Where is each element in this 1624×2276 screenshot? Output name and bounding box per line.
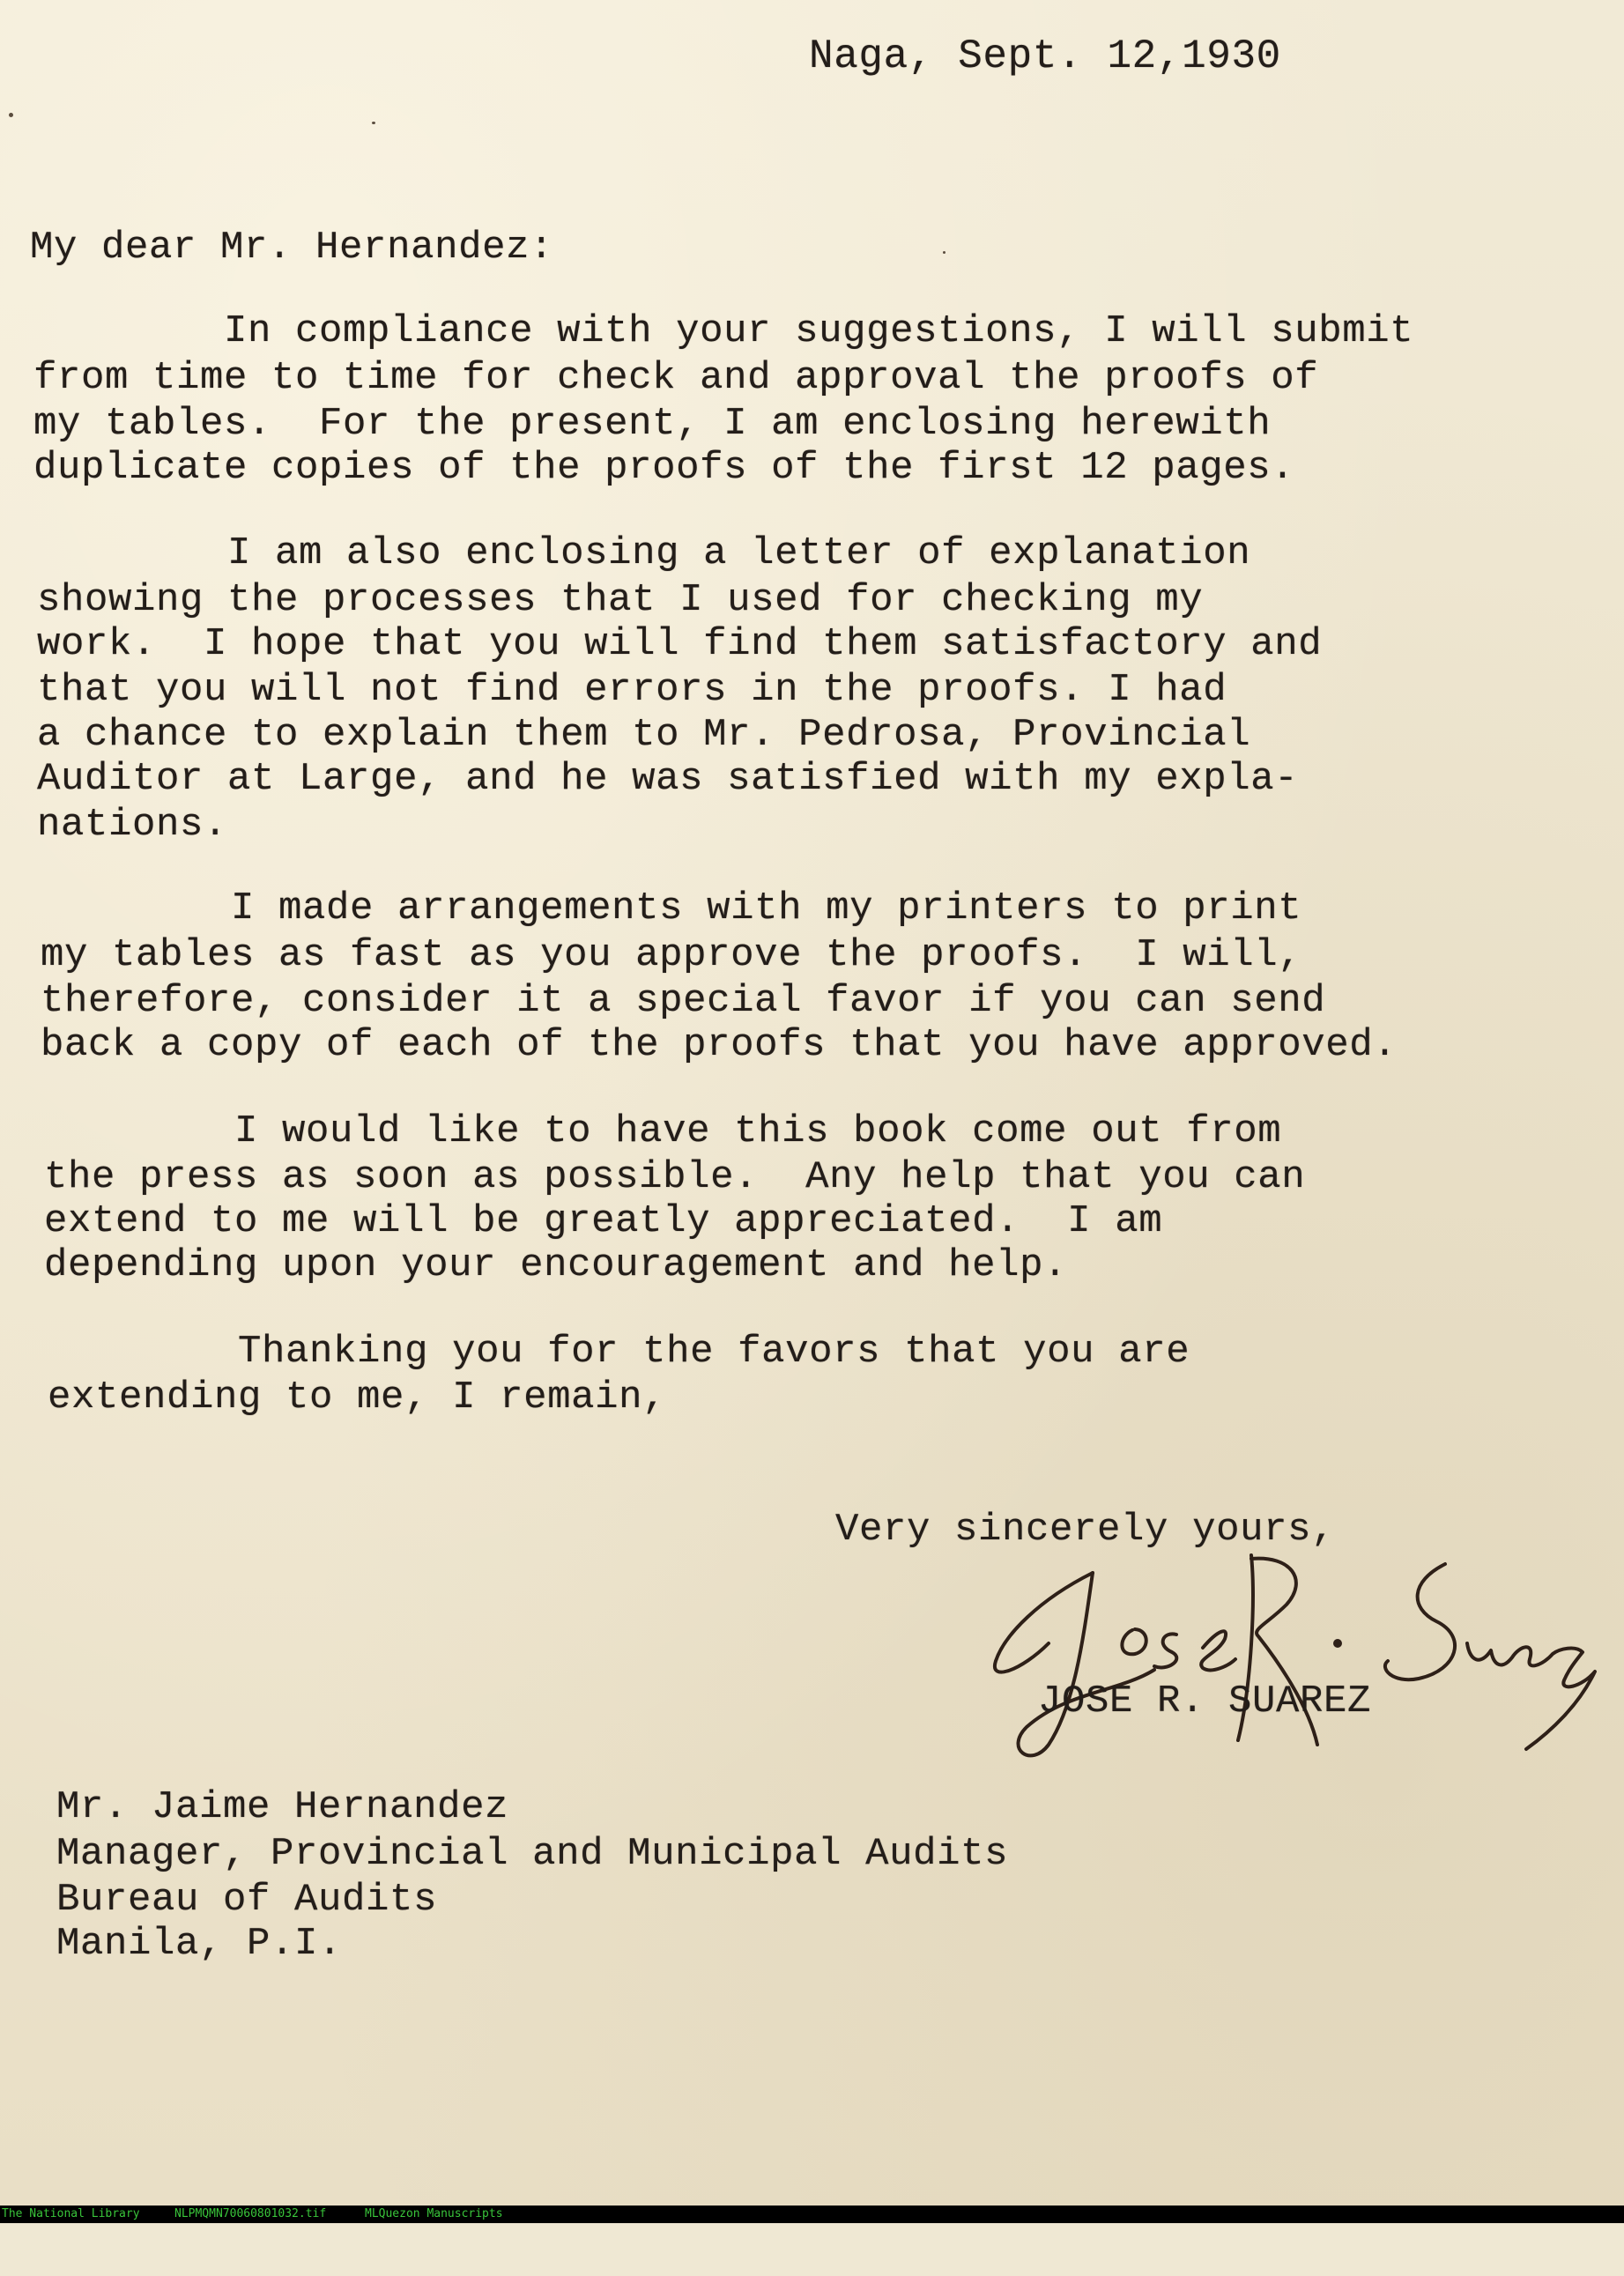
paragraph-4-line-1: I would like to have this book come out from [44, 1109, 1282, 1153]
paragraph-3-line-1: I made arrangements with my printers to print [41, 886, 1302, 930]
paragraph-2-line-3: work. I hope that you will find them satisfactory and [37, 622, 1323, 666]
paragraph-2-line-6: Auditor at Large, and he was satisfied with my expla- [37, 757, 1299, 801]
paragraph-5-line-1: Thanking you for the favors that you are [48, 1330, 1190, 1374]
paragraph-1-line-4: duplicate copies of the proofs of the first 12 pages. [33, 446, 1295, 490]
paragraph-4-line-2: the press as soon as possible. Any help that you can [44, 1155, 1306, 1199]
recipient-title: Manager, Provincial and Municipal Audits [56, 1832, 1009, 1876]
paragraph-1-line-3: my tables. For the present, I am enclosing herewith [33, 402, 1272, 446]
archive-footer-bar [0, 2206, 1624, 2223]
paragraph-2-line-4: that you will not find errors in the proofs. I had [37, 668, 1227, 712]
paper-speck [943, 251, 945, 254]
paragraph-3-line-2: my tables as fast as you approve the proofs. I will, [41, 933, 1302, 977]
paragraph-1-line-2: from time to time for check and approval the proofs of [33, 356, 1319, 400]
signer-name: JOSE R. SUAREZ [1038, 1679, 1372, 1724]
signature [987, 1538, 1604, 1776]
paper-speck [9, 113, 13, 117]
paragraph-4-line-3: extend to me will be greatly appreciated. I am [44, 1199, 1163, 1243]
paragraph-4-line-4: depending upon your encouragement and help. [44, 1243, 1068, 1287]
salutation: My dear Mr. Hernandez: [30, 226, 554, 270]
paragraph-5-line-2: extending to me, I remain, [48, 1375, 667, 1420]
paragraph-2-line-7: nations. [37, 803, 228, 847]
footer-file-name: NLPMQMN70060801032.tif [174, 2207, 327, 2220]
footer-library: The National Library [2, 2207, 140, 2220]
recipient-city: Manila, P.I. [56, 1922, 343, 1966]
paragraph-3-line-3: therefore, consider it a special favor if you can send [41, 979, 1326, 1023]
recipient-name: Mr. Jaime Hernandez [56, 1785, 509, 1829]
recipient-office: Bureau of Audits [56, 1878, 438, 1922]
paragraph-2-line-2: showing the processes that I used for checking my [37, 578, 1204, 622]
footer-collection: MLQuezon Manuscripts [365, 2207, 503, 2220]
paper-speck [372, 122, 375, 124]
paragraph-2-line-1: I am also enclosing a letter of explanation [37, 531, 1251, 575]
letter-date: Naga, Sept. 12,1930 [809, 33, 1281, 79]
closing: Very sincerely yours, [835, 1508, 1336, 1552]
paragraph-3-line-4: back a copy of each of the proofs that you have approved. [41, 1023, 1398, 1067]
paragraph-2-line-5: a chance to explain them to Mr. Pedrosa, Provincial [37, 713, 1251, 757]
paragraph-1-line-1: In compliance with your suggestions, I will submit [33, 309, 1414, 353]
